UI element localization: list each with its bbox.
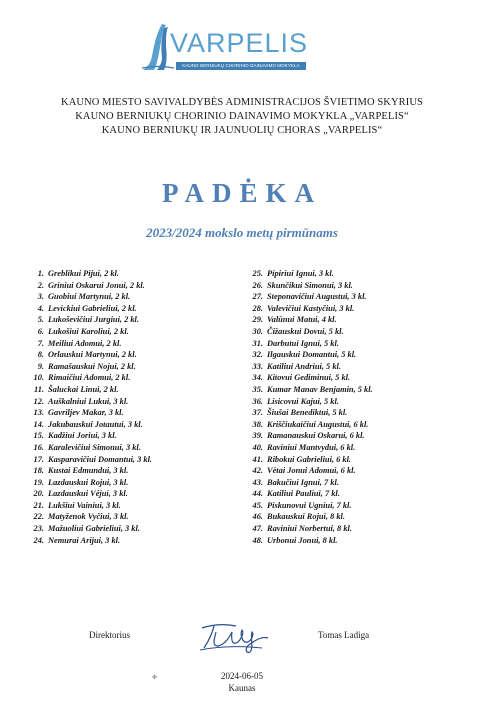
list-item: [246, 430, 373, 442]
list-item-number: 46.: [252, 512, 263, 522]
list-item: [246, 442, 373, 454]
list-item-number: 18.: [33, 466, 44, 476]
list-item: [246, 338, 373, 350]
list-item-name: Lazdauskui Rojui, 3 kl.: [48, 477, 129, 487]
list-item-number: 1.: [37, 269, 44, 278]
list-item: [246, 488, 373, 500]
list-item-number: 10.: [33, 373, 44, 383]
list-item-number: 7.: [37, 338, 44, 348]
list-item-name: Pipiriui Ignui, 3 kl.: [267, 269, 334, 278]
document-title: PADĖKA: [162, 178, 322, 208]
list-item-number: 30.: [252, 326, 263, 336]
document-subtitle: 2023/2024 mokslo metų pirmūnams: [146, 225, 338, 240]
list-item-name: Ilgauskui Domantui, 5 kl.: [267, 350, 357, 360]
list-item-number: 5.: [37, 315, 44, 325]
list-item-name: Valūnui Matui, 4 kl.: [267, 315, 337, 325]
list-item-number: 15.: [33, 431, 44, 441]
list-item-name: Griniui Oskarui Jonui, 2 kl.: [48, 280, 145, 290]
list-item: [28, 338, 152, 350]
list-item-name: Kustai Edmundui, 3 kl.: [48, 466, 129, 476]
list-item: [28, 372, 152, 384]
list-item-number: 8.: [37, 350, 44, 360]
list-item-number: 29.: [252, 315, 263, 325]
list-item-name: Lukoševičiui Jurgiui, 2 kl.: [48, 315, 139, 325]
list-item-number: 4.: [37, 303, 44, 313]
list-item: [28, 268, 152, 280]
list-item: [28, 349, 152, 361]
list-item: [246, 268, 373, 280]
list-item: [28, 535, 152, 547]
list-item: [246, 523, 373, 535]
document-city: Kaunas: [228, 683, 256, 693]
list-item: [246, 465, 373, 477]
list-item-name: Lisicovui Kajui, 5 kl.: [267, 396, 339, 406]
list-item-number: 33.: [252, 361, 263, 371]
signatory-role: Direktorius: [89, 630, 130, 640]
list-item-number: 37.: [252, 408, 263, 418]
list-item-number: 35.: [252, 384, 263, 394]
list-item-number: 31.: [252, 338, 263, 348]
list-item: [246, 454, 373, 466]
header-line-school: KAUNO BERNIUKŲ CHORINIO DAINAVIMO MOKYKLA „VARPELIS“: [75, 111, 409, 122]
list-item: [28, 384, 152, 396]
list-item-number: 42.: [252, 466, 263, 476]
list-item: [28, 465, 152, 477]
list-item-number: 36.: [252, 396, 263, 406]
list-item-number: 44.: [252, 489, 263, 499]
list-item-name: Orlauskui Martynui, 2 kl.: [48, 350, 137, 360]
list-item-name: Raviniui Norbertui, 8 kl.: [267, 524, 352, 534]
list-item: [246, 314, 373, 326]
list-item-name: Kasparavičiui Domantui, 3 kl.: [48, 454, 153, 464]
list-item-number: 19.: [33, 477, 44, 487]
list-item: [246, 384, 373, 396]
list-item: [28, 326, 152, 338]
list-item-number: 16.: [33, 442, 44, 452]
list-item: [246, 280, 373, 292]
list-item: [28, 361, 152, 373]
list-item-number: 14.: [33, 419, 44, 429]
list-item-number: 38.: [252, 419, 263, 429]
list-item-name: Valevičiui Kastyčiui, 3 kl.: [267, 303, 355, 313]
list-item-number: 6.: [37, 326, 44, 336]
signatory-name: Tomas Ladiga: [318, 630, 370, 640]
list-item-name: Steponavičiui Augustui, 3 kl.: [267, 292, 367, 302]
list-item-number: 13.: [33, 408, 44, 418]
list-item-name: Meiliui Adomui, 2 kl.: [48, 338, 122, 348]
list-item: [246, 291, 373, 303]
list-item-number: 48.: [252, 535, 263, 545]
list-item-name: Auškalniui Lukui, 3 kl.: [48, 396, 129, 406]
list-item-name: Katiliui Pauliui, 7 kl.: [267, 489, 340, 499]
list-item: [28, 511, 152, 523]
list-item: [28, 430, 152, 442]
list-item-number: 47.: [252, 524, 263, 534]
list-item: [28, 280, 152, 292]
list-item-name: Kitovui Gediminui, 5 kl.: [267, 373, 351, 383]
list-item-number: 22.: [33, 512, 44, 522]
list-item: [246, 303, 373, 315]
list-item-number: 23.: [33, 524, 44, 534]
list-item-name: Guobiui Martynui, 2 kl.: [48, 292, 131, 302]
logo-title: VARPELIS: [170, 28, 309, 58]
list-item-name: Darbutui Ignui, 5 kl.: [267, 338, 339, 348]
list-item-number: 17.: [33, 454, 44, 464]
list-item-name: Raviniui Mantvydui, 6 kl.: [267, 442, 356, 452]
list-item-name: Gavriljev Makar, 3 kl.: [48, 408, 124, 418]
list-item-number: 12.: [33, 396, 44, 406]
list-item-name: Ribokui Gabrieliui, 6 kl.: [267, 454, 351, 464]
list-item-name: Bakučiui Ignui, 7 kl.: [267, 477, 339, 487]
list-item: [246, 535, 373, 547]
list-item-number: 3.: [37, 292, 44, 302]
list-item-number: 39.: [252, 431, 263, 441]
list-item-name: Lukošiui Karoliui, 2 kl.: [48, 326, 129, 336]
list-item: [28, 291, 152, 303]
header-line-choir: KAUNO BERNIUKŲ IR JAUNUOLIŲ CHORAS „VARPELIS“: [101, 125, 383, 136]
list-item: [28, 477, 152, 489]
list-item: [28, 314, 152, 326]
list-item: [28, 303, 152, 315]
list-item-number: 2.: [37, 280, 44, 290]
list-item-number: 28.: [252, 303, 263, 313]
list-item-name: Mažuoliui Gabrieliui, 3 kl.: [48, 524, 140, 534]
header-line-department: KAUNO MIESTO SAVIVALDYBĖS ADMINISTRACIJOS ŠVIETIMO SKYRIUS: [61, 97, 423, 108]
list-item: [246, 500, 373, 512]
list-item-number: 25.: [252, 269, 263, 278]
list-item: [28, 396, 152, 408]
list-item-name: Kadžiui Joriui, 3 kl.: [48, 431, 117, 441]
list-item: [246, 361, 373, 373]
list-item-name: Katiliui Andriui, 5 kl.: [267, 361, 341, 371]
list-item-name: Matyženok Vyčiui, 3 kl.: [48, 512, 129, 522]
list-item: [28, 500, 152, 512]
list-item: [28, 523, 152, 535]
list-item-name: Karalevičiui Simonui, 3 kl.: [48, 442, 141, 452]
list-item-name: Levickiui Gabrieliui, 2 kl.: [48, 303, 137, 313]
list-item: [246, 477, 373, 489]
list-item: [28, 488, 152, 500]
list-item-number: 11.: [33, 384, 44, 394]
document-date: 2024-06-05: [221, 671, 263, 681]
list-item-name: Kriščiukaičiui Augustui, 6 kl.: [267, 419, 369, 429]
list-item-name: Rimaičiui Adomui, 2 kl.: [48, 373, 131, 383]
list-item-name: Bukauskui Rojui, 8 kl.: [267, 512, 345, 522]
list-item-name: Lukšiui Vainiui, 3 kl.: [48, 500, 121, 510]
list-item-number: 32.: [252, 350, 263, 360]
list-item-name: Čižauskui Dovui, 5 kl.: [267, 326, 344, 336]
list-item-name: Greblikui Pijui, 2 kl.: [48, 269, 119, 278]
list-item-name: Ramanauskui Oskarui, 6 kl.: [267, 431, 365, 441]
list-item-name: Urbonui Jonui, 8 kl.: [267, 535, 338, 545]
list-item-name: Lazdauskui Vėjui, 3 kl.: [48, 489, 128, 499]
list-item-number: 40.: [252, 442, 263, 452]
list-item-name: Šaluckai Linui, 2 kl.: [48, 384, 119, 394]
list-item-number: 34.: [252, 373, 263, 383]
list-item-name: Jakubauskui Jotautui, 3 kl.: [48, 419, 143, 429]
list-item: [246, 396, 373, 408]
list-item-name: Skunčikui Simonui, 3 kl.: [267, 280, 353, 290]
list-item: [28, 407, 152, 419]
list-item-number: 24.: [33, 535, 44, 545]
list-item: [246, 407, 373, 419]
list-item-number: 9.: [37, 361, 44, 371]
list-item: [246, 326, 373, 338]
list-item-number: 26.: [252, 280, 263, 290]
list-item: [28, 419, 152, 431]
list-item-name: Kumar Manav Benjamin, 5 kl.: [267, 384, 373, 394]
list-item-number: 45.: [252, 500, 263, 510]
honor-list-left: [28, 268, 152, 546]
honor-list-right: [246, 268, 373, 546]
list-item: [28, 442, 152, 454]
list-item: [246, 372, 373, 384]
list-item-name: Šiušai Benediktui, 5 kl.: [267, 408, 348, 418]
list-item-number: 27.: [252, 292, 263, 302]
logo-subtitle: KAUNO BERNIUKŲ CHORINIO DAINAVIMO MOKYKLA: [176, 62, 306, 70]
list-item-name: Ramašauskui Nojui, 2 kl.: [48, 361, 136, 371]
handwritten-signature: [196, 618, 276, 654]
list-item: [246, 349, 373, 361]
list-item: [246, 419, 373, 431]
small-mark-icon: ✤: [152, 675, 158, 681]
list-item: [28, 454, 152, 466]
list-item-number: 41.: [252, 454, 263, 464]
list-item-number: 20.: [33, 489, 44, 499]
list-item: [246, 511, 373, 523]
list-item-name: Vėtai Jonui Adomui, 6 kl.: [267, 466, 356, 476]
list-item-name: Piskunovui Ugniui, 7 kl.: [267, 500, 352, 510]
list-item-number: 21.: [33, 500, 44, 510]
list-item-name: Nemurai Arijui, 3 kl.: [48, 535, 121, 545]
list-item-number: 43.: [252, 477, 263, 487]
varpelis-logo: [140, 22, 309, 72]
